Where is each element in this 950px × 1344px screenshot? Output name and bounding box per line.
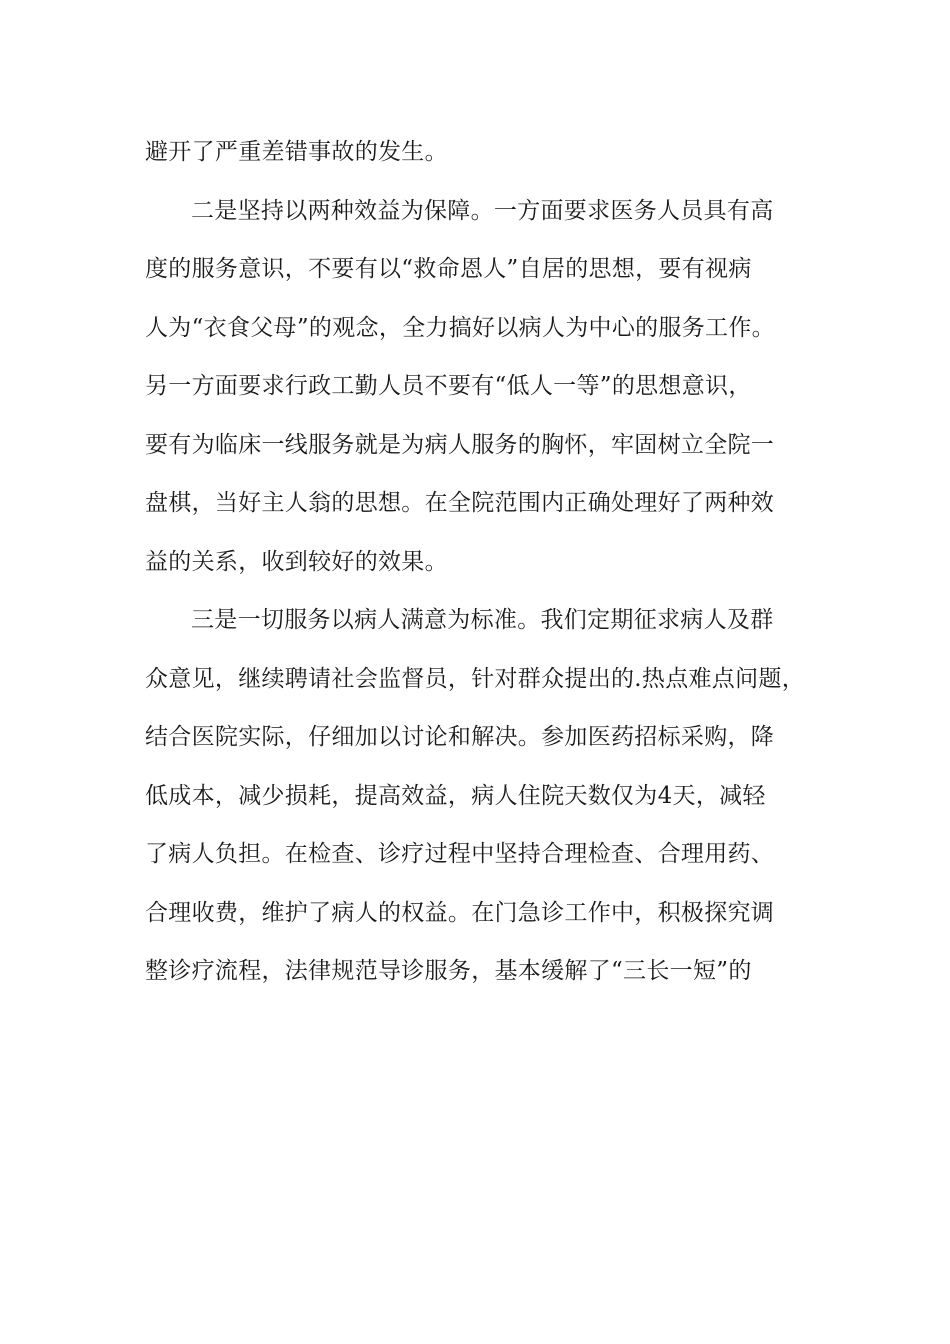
- text-line: 另一方面要求行政工勤人员不要有“低人一等”的思想意识，: [145, 373, 752, 399]
- text-line: 度的服务意识，不要有以“救命恩人”自居的思想，要有视病: [145, 256, 752, 282]
- text-line: 低成本，减少损耗，提高效益，病人住院天数仅为4天，减轻: [145, 782, 766, 809]
- text-line: 避开了严重差错事故的发生。: [145, 139, 448, 165]
- text-line: 了病人负担。在检查、诊疗过程中坚持合理检查、合理用药、: [145, 841, 775, 867]
- paragraph-start-line: 二是坚持以两种效益为保障。一方面要求医务人员具有高: [191, 197, 774, 224]
- text-line: 整诊疗流程，法律规范导诊服务，基本缓解了“三长一短”的: [145, 958, 752, 984]
- paragraph-start-line: 三是一切服务以病人满意为标准。我们定期征求病人及群: [191, 607, 774, 633]
- text-line: 人为“衣食父母”的观念，全力搞好以病人为中心的服务工作。: [145, 314, 775, 341]
- text-line: 益的关系，收到较好的效果。: [145, 548, 448, 575]
- text-line: 盘棋，当好主人翁的思想。在全院范围内正确处理好了两种效: [145, 490, 775, 516]
- text-line: 结合医院实际，仔细加以讨论和解决。参加医药招标采购，降: [145, 724, 775, 750]
- text-line: 合理收费，维护了病人的权益。在门急诊工作中，积极探究调: [145, 899, 775, 926]
- text-line: 众意见，继续聘请社会监督员，针对群众提出的.热点难点问题，: [145, 665, 806, 692]
- body-text: [145, 128, 825, 1006]
- text-line: 要有为临床一线服务就是为病人服务的胸怀，牢固树立全院一: [145, 431, 775, 458]
